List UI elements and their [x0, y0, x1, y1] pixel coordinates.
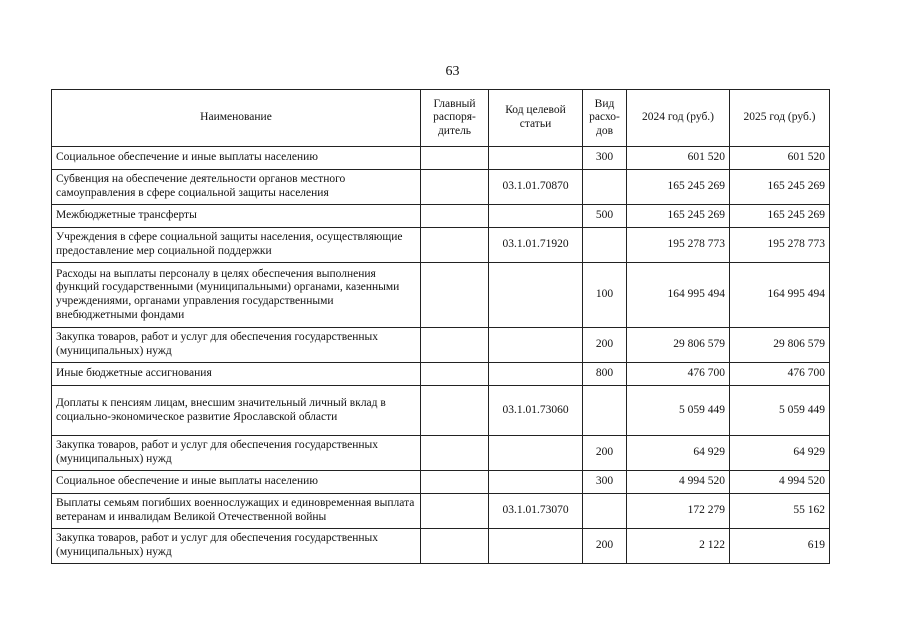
cell-2025: 165 245 269	[730, 205, 830, 228]
table-row	[52, 147, 830, 170]
cell-name: Учреждения в сфере социальной защиты населения, осуществляющие предоставление мер социальной поддержки	[52, 228, 421, 263]
cell-2025: 29 806 579	[730, 328, 830, 363]
table-row	[52, 205, 830, 228]
cell-code	[489, 363, 583, 386]
cell-kind: 500	[583, 205, 627, 228]
cell-code: 03.1.01.70870	[489, 170, 583, 205]
cell-code: 03.1.01.71920	[489, 228, 583, 263]
header-code: Код целевой статьи	[489, 90, 583, 147]
cell-2025: 601 520	[730, 147, 830, 170]
cell-2024: 4 994 520	[627, 471, 730, 494]
cell-2024: 601 520	[627, 147, 730, 170]
table-row	[52, 170, 830, 205]
table-row	[52, 363, 830, 386]
cell-2025: 195 278 773	[730, 228, 830, 263]
cell-2024: 195 278 773	[627, 228, 730, 263]
cell-name: Закупка товаров, работ и услуг для обеспечения государственных (муниципальных) нужд	[52, 328, 421, 363]
header-2025: 2025 год (руб.)	[730, 90, 830, 147]
cell-2024: 165 245 269	[627, 205, 730, 228]
cell-name: Расходы на выплаты персоналу в целях обеспечения выполнения функций государственными (муниципальными) органами, казенными учреждениями, органами управления государственными внебюджетными фондами	[52, 263, 421, 328]
cell-code	[489, 263, 583, 328]
cell-name: Субвенция на обеспечение деятельности органов местного самоуправления в сфере социальной защиты населения	[52, 170, 421, 205]
cell-2025: 55 162	[730, 494, 830, 529]
cell-kind: 300	[583, 147, 627, 170]
cell-kind	[583, 228, 627, 263]
cell-admin	[421, 436, 489, 471]
header-admin: Главный распоря-дитель	[421, 90, 489, 147]
cell-2025: 64 929	[730, 436, 830, 471]
cell-2025: 476 700	[730, 363, 830, 386]
cell-name: Выплаты семьям погибших военнослужащих и единовременная выплата ветеранам и инвалидам Великой Отечественной войны	[52, 494, 421, 529]
cell-kind: 200	[583, 328, 627, 363]
page-number: 63	[445, 64, 460, 79]
cell-code	[489, 328, 583, 363]
cell-2024: 172 279	[627, 494, 730, 529]
table-row	[52, 494, 830, 529]
cell-admin	[421, 494, 489, 529]
cell-admin	[421, 228, 489, 263]
cell-code: 03.1.01.73070	[489, 494, 583, 529]
table-row	[52, 328, 830, 363]
cell-2025: 164 995 494	[730, 263, 830, 328]
cell-name: Социальное обеспечение и иные выплаты населению	[52, 471, 421, 494]
cell-admin	[421, 386, 489, 436]
cell-name: Доплаты к пенсиям лицам, внесшим значительный личный вклад в социально-экономическое развитие Ярославской области	[52, 386, 421, 436]
cell-2024: 64 929	[627, 436, 730, 471]
table-row	[52, 471, 830, 494]
cell-admin	[421, 529, 489, 564]
cell-admin	[421, 205, 489, 228]
cell-kind: 200	[583, 436, 627, 471]
cell-2024: 476 700	[627, 363, 730, 386]
cell-kind: 800	[583, 363, 627, 386]
cell-2025: 165 245 269	[730, 170, 830, 205]
cell-admin	[421, 170, 489, 205]
cell-code	[489, 471, 583, 494]
table-row	[52, 228, 830, 263]
cell-admin	[421, 328, 489, 363]
cell-admin	[421, 471, 489, 494]
cell-2024: 165 245 269	[627, 170, 730, 205]
cell-name: Закупка товаров, работ и услуг для обеспечения государственных (муниципальных) нужд	[52, 529, 421, 564]
cell-code: 03.1.01.73060	[489, 386, 583, 436]
header-2024: 2024 год (руб.)	[627, 90, 730, 147]
cell-kind	[583, 170, 627, 205]
cell-2024: 2 122	[627, 529, 730, 564]
cell-code	[489, 205, 583, 228]
table-row	[52, 263, 830, 328]
budget-table	[51, 89, 830, 564]
cell-admin	[421, 363, 489, 386]
cell-2025: 619	[730, 529, 830, 564]
cell-admin	[421, 263, 489, 328]
cell-code	[489, 529, 583, 564]
cell-name: Межбюджетные трансферты	[52, 205, 421, 228]
cell-admin	[421, 147, 489, 170]
cell-name: Иные бюджетные ассигнования	[52, 363, 421, 386]
table-row	[52, 436, 830, 471]
cell-kind: 100	[583, 263, 627, 328]
table-row	[52, 529, 830, 564]
cell-2025: 5 059 449	[730, 386, 830, 436]
cell-kind	[583, 386, 627, 436]
cell-2024: 5 059 449	[627, 386, 730, 436]
cell-2024: 29 806 579	[627, 328, 730, 363]
cell-code	[489, 436, 583, 471]
header-kind: Вид расхо-дов	[583, 90, 627, 147]
header-name: Наименование	[52, 90, 421, 147]
cell-kind: 300	[583, 471, 627, 494]
cell-kind	[583, 494, 627, 529]
cell-name: Закупка товаров, работ и услуг для обеспечения государственных (муниципальных) нужд	[52, 436, 421, 471]
cell-2025: 4 994 520	[730, 471, 830, 494]
cell-kind: 200	[583, 529, 627, 564]
cell-code	[489, 147, 583, 170]
cell-name: Социальное обеспечение и иные выплаты населению	[52, 147, 421, 170]
cell-2024: 164 995 494	[627, 263, 730, 328]
table-row	[52, 386, 830, 436]
table-header-row	[52, 90, 830, 147]
